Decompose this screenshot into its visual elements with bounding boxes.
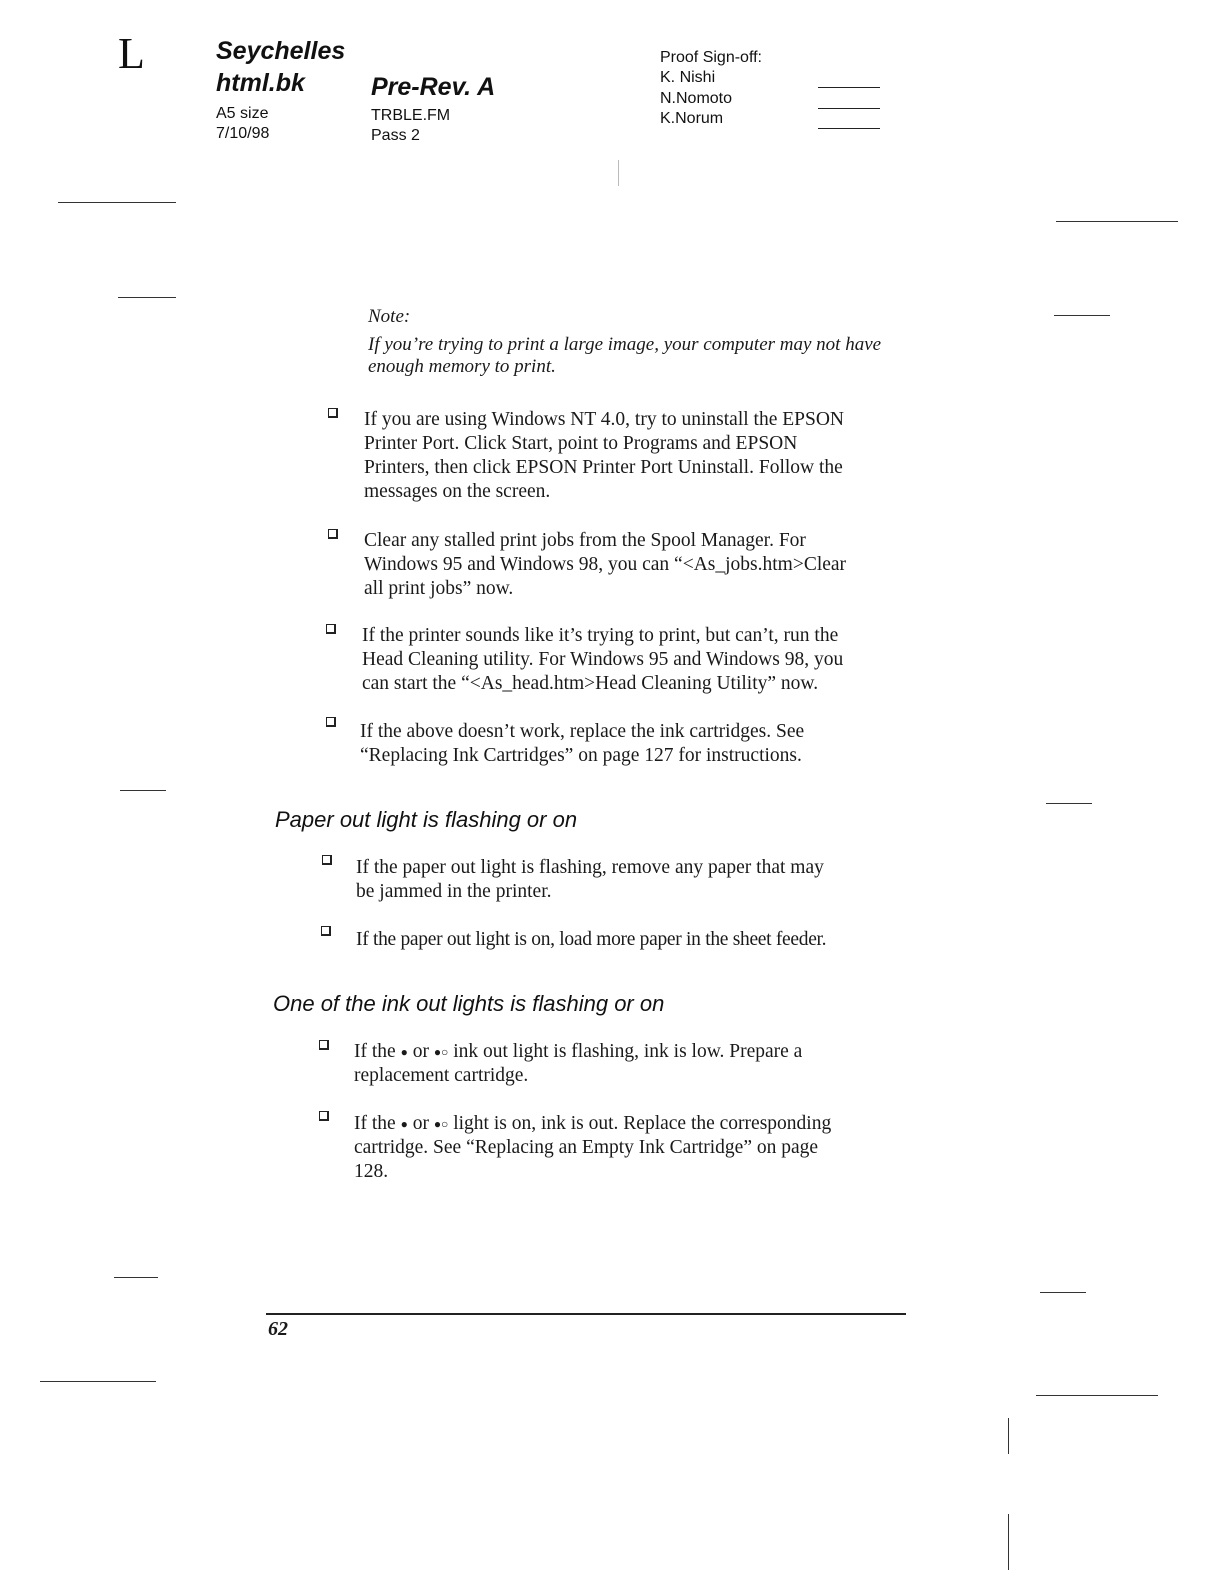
crop-mark <box>120 790 166 791</box>
signature-line <box>818 128 880 129</box>
crop-mark <box>118 297 176 298</box>
list-item: If the ● or ●○ ink out light is flashing, ink is low. Prepare a replacement cartridge. <box>354 1041 803 1086</box>
crop-mark <box>1054 315 1110 316</box>
crop-mark <box>58 202 176 203</box>
book-file: html.bk <box>216 69 305 97</box>
checkbox-bullet-icon <box>319 1040 329 1050</box>
checkbox-bullet-icon <box>328 408 338 418</box>
book-title: Seychelles <box>216 37 346 65</box>
checkbox-bullet-icon <box>326 717 336 727</box>
note-text-line: If you’re trying to print a large image, your computer may not have <box>368 334 882 355</box>
list-item: If the ● or ●○ light is on, ink is out. Replace the corresponding cartridge. See “Replacing an Empty Ink Cartridge” on page 128. <box>354 1113 832 1182</box>
fm-file: TRBLE.FM <box>371 107 451 124</box>
black-ink-drop-icon: ● <box>400 1045 408 1059</box>
crop-mark <box>40 1381 156 1382</box>
crop-mark <box>1040 1292 1086 1293</box>
list-item: Clear any stalled print jobs from the Spool Manager. For Windows 95 and Windows 98, you can “<As_jobs.htm>Clear all print jobs” now. <box>364 530 847 599</box>
crop-mark <box>1008 1514 1009 1570</box>
crop-mark <box>1046 803 1092 804</box>
section-heading-paper-out: Paper out light is flashing or on <box>275 807 578 832</box>
checkbox-bullet-icon <box>321 926 331 936</box>
list-item: If the above doesn’t work, replace the ink cartridges. See “Replacing Ink Cartridges” on page 127 for instructions. <box>360 721 805 766</box>
header-date: 7/10/98 <box>216 125 270 142</box>
crop-mark <box>1008 1418 1009 1454</box>
signature-line <box>818 108 880 109</box>
list-item: If the paper out light is flashing, remove any paper that may be jammed in the printer. <box>356 857 824 902</box>
page-number: 62 <box>268 1318 288 1340</box>
checkbox-bullet-icon <box>328 529 338 539</box>
proofer-1: K. Nishi <box>660 69 716 86</box>
note-text-line: enough memory to print. <box>368 356 556 377</box>
pass-label: Pass 2 <box>371 127 420 144</box>
crop-mark <box>1036 1395 1158 1396</box>
proofer-3: K.Norum <box>660 110 724 127</box>
revision-label: Pre-Rev. A <box>371 73 496 101</box>
list-item: If the printer sounds like it’s trying to print, but can’t, run the Head Cleaning utility. For Windows 95 and Windows 98, you can start the “<As_head.htm>Head Cleaning Utility” now. <box>362 625 844 694</box>
registration-mark <box>618 160 619 186</box>
list-item: If the paper out light is on, load more paper in the sheet feeder. <box>356 929 827 950</box>
color-ink-drops-icon: ●○ <box>433 1117 449 1131</box>
proofer-2: N.Nomoto <box>660 90 733 107</box>
checkbox-bullet-icon <box>326 624 336 634</box>
margin-letter: L <box>118 29 145 78</box>
checkbox-bullet-icon <box>319 1111 329 1121</box>
signature-line <box>818 87 880 88</box>
checkbox-bullet-icon <box>322 855 332 865</box>
note-heading: Note: <box>368 306 411 327</box>
crop-mark <box>114 1277 158 1278</box>
color-ink-drops-icon: ●○ <box>433 1045 449 1059</box>
page-size: A5 size <box>216 105 269 122</box>
proof-signoff-title: Proof Sign-off: <box>660 49 762 66</box>
section-heading-ink-out: One of the ink out lights is flashing or on <box>273 991 665 1016</box>
footer-rule <box>266 1313 906 1315</box>
black-ink-drop-icon: ● <box>400 1117 408 1131</box>
list-item: If you are using Windows NT 4.0, try to uninstall the EPSON Printer Port. Click Start, point to Programs and EPSON Printers, then click EPSON Printer Port Uninstall. Follow the messages on the screen. <box>364 409 845 502</box>
crop-mark <box>1056 221 1178 222</box>
